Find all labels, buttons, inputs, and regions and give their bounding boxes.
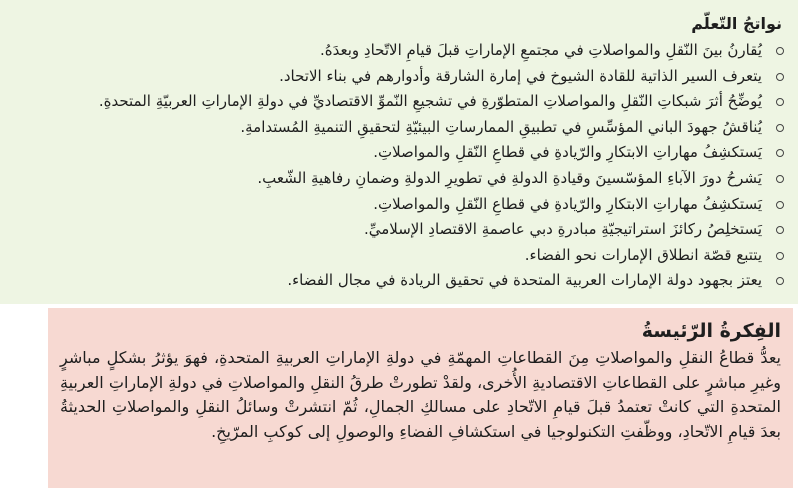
outcome-text: يتتبع قصّة انطلاق الإمارات نحو الفضاء. — [524, 245, 762, 264]
main-idea-paragraph: يعدُّ قطاعُ النقلِ والمواصلاتِ مِنَ القطاعاتِ المهمّةِ في دولةِ الإماراتِ العربيةِ المتحدةِ، فهوَ يؤثرُ بشكلٍ مباشرٍ وغيرِ مباشرٍ على القطاعاتِ الاقتصاديةِ الأُخرى، ولقدْ تطورتْ طرقُ النقلِ والمواصلاتِ في دولةِ الإماراتِ العربيةِ المتحدةِ التي كانتْ تعتمدُ قبلَ قيامِ الاتّحادِ على مسالكِ الجمالِ، ثُمّ انتشرتْ وسائلُ النقلِ والمواصلاتِ الحديثةُ بعدَ قيامِ الاتّحادِ، ووظّفتِ التكنولوجيا في استكشافِ الفضاءِ والوصولِ إلى كوكبِ المرّيخِ. — [60, 348, 781, 441]
outcome-text: يتعرف السير الذاتية للقادة الشيوخ في إمارة الشارقة وأدوارهم في بناء الاتحاد. — [279, 66, 762, 85]
circle-bullet-icon — [776, 73, 784, 81]
circle-bullet-icon — [776, 226, 784, 234]
circle-bullet-icon — [776, 252, 784, 260]
main-idea-box — [48, 308, 793, 488]
outcome-item — [16, 38, 762, 64]
circle-bullet-icon — [776, 175, 784, 183]
outcome-item — [16, 115, 762, 141]
outcome-text: يَستكشِفُ مهاراتِ الابتكارِ والرّيادةِ في قطاعِ النّقلِ والمواصلاتِ. — [373, 143, 762, 162]
circle-bullet-icon — [776, 201, 784, 209]
outcome-item — [16, 166, 762, 192]
outcome-item — [16, 243, 762, 269]
circle-bullet-icon — [776, 277, 784, 285]
outcome-text: يَشرحُ دورَ الآباءِ المؤسّسينَ وقيادةِ الدولةِ في تطويرِ الدولةِ وضمانِ رفاهيةِ الشّعبِ. — [257, 168, 762, 187]
outcome-item — [16, 217, 762, 243]
outcome-text: يُناقشُ جهودَ الباني المؤسِّسِ في تطبيقِ الممارساتِ البيئيّةِ لتحقيقِ التنميةِ المُستدامةِ. — [240, 117, 762, 136]
outcome-item — [16, 89, 762, 115]
outcome-item — [16, 64, 762, 90]
outcome-text: يُقارنُ بينَ النّقلِ والمواصلاتِ في مجتمعِ الإماراتِ قبلَ قيامِ الاتّحادِ وبعدَهُ. — [319, 41, 762, 59]
learning-outcomes-title: نواتجُ التّعلّم — [691, 14, 782, 33]
learning-outcomes-list — [16, 38, 782, 294]
circle-bullet-icon — [776, 149, 784, 157]
outcome-item — [16, 192, 762, 218]
outcome-item — [16, 268, 762, 294]
circle-bullet-icon — [776, 47, 784, 55]
outcome-text: يَستكشِفُ مهاراتِ الابتكارِ والرّيادةِ في قطاعِ النّقلِ والمواصلاتِ. — [373, 194, 762, 213]
outcome-item — [16, 140, 762, 166]
circle-bullet-icon — [776, 98, 784, 106]
outcome-text: يَستخلِصُ ركائزَ استراتيجيّةِ مبادرةِ دبي عاصمةِ الاقتصادِ الإسلاميِّ. — [363, 220, 762, 239]
main-idea-title: الفِكرةُ الرّئيسةُ — [641, 320, 781, 342]
circle-bullet-icon — [776, 124, 784, 132]
outcome-text: يُوضِّحُ أثرَ شبكاتِ النّقلِ والمواصلاتِ المتطوّرةِ في تشجيعِ النّموِّ الاقتصاديِّ في دولةِ الإماراتِ العربيّةِ المتحدةِ. — [98, 92, 762, 111]
outcome-text: يعتز بجهود دولة الإمارات العربية المتحدة في تحقيق الريادة في مجال الفضاء. — [287, 271, 762, 290]
